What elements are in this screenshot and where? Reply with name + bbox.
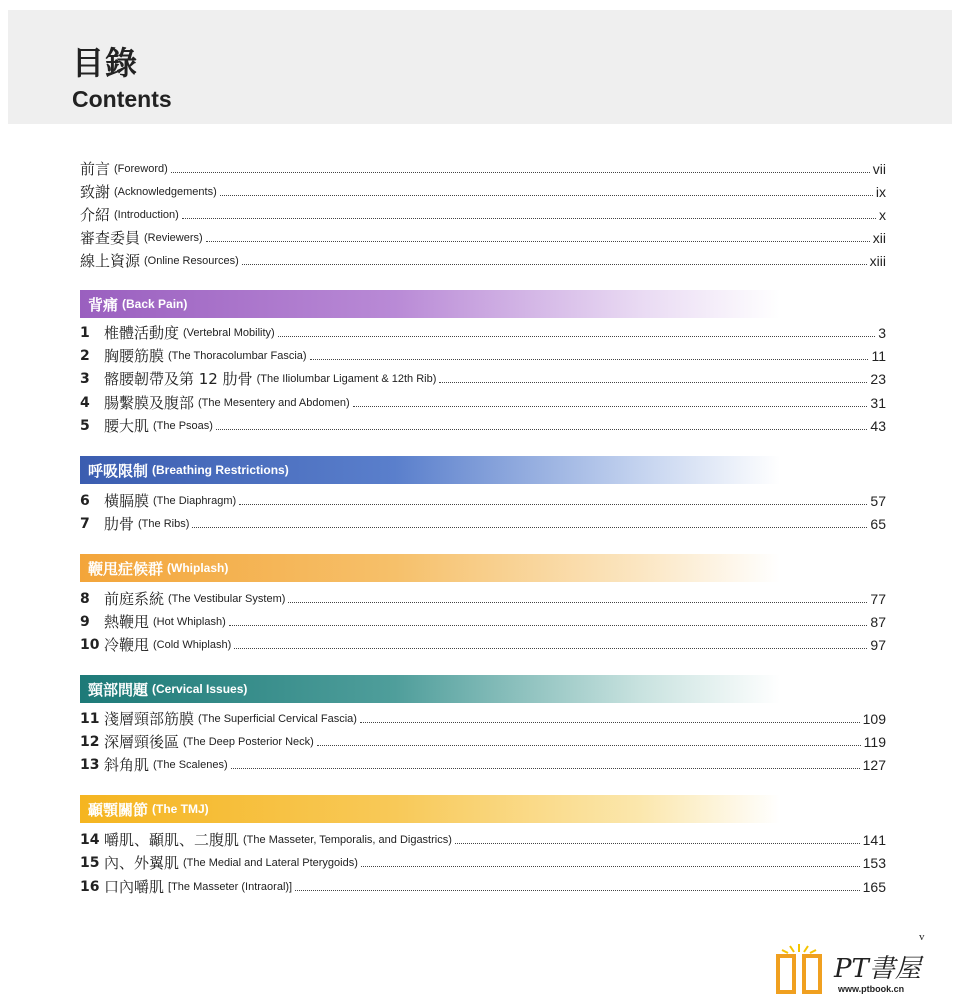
entry-title-en: (The Mesentery and Abdomen) xyxy=(198,397,350,409)
entry-page: 97 xyxy=(870,637,886,653)
dot-leader xyxy=(171,171,870,173)
toc-chapter-entry[interactable] xyxy=(80,392,886,412)
entry-title-zh: 深層頸後區 xyxy=(104,733,180,751)
entry-title-en: (The Vestibular System) xyxy=(168,593,286,605)
section-title-en: (Back Pain) xyxy=(122,297,188,311)
dot-leader xyxy=(288,601,867,603)
toc-chapter-entry[interactable] xyxy=(80,345,886,365)
entry-title-zh: 熱鞭甩 xyxy=(104,613,150,631)
entry-page: xii xyxy=(872,230,886,246)
entry-title-zh: 冷鞭甩 xyxy=(104,636,150,654)
toc-chapter-entry[interactable] xyxy=(80,513,886,533)
chapter-number: 4 xyxy=(80,395,90,411)
chapter-number: 13 xyxy=(80,757,100,773)
toc-chapter-entry[interactable] xyxy=(80,754,886,774)
entry-page: 141 xyxy=(862,832,886,848)
entry-title-zh: 前庭系統 xyxy=(104,590,165,608)
entry-title-en: (The Medial and Lateral Pterygoids) xyxy=(183,857,358,869)
entry-page: 77 xyxy=(870,591,886,607)
entry-title-en: (The Scalenes) xyxy=(153,759,228,771)
entry-page: ix xyxy=(875,184,886,200)
section-title-en: (The TMJ) xyxy=(152,802,209,816)
entry-title-en: (Acknowledgements) xyxy=(114,186,217,198)
entry-title-en: (The Iliolumbar Ligament & 12th Rib) xyxy=(256,373,437,385)
toc-front-entry[interactable] xyxy=(80,158,886,178)
section-title-en: (Whiplash) xyxy=(167,561,229,575)
chapter-number: 6 xyxy=(80,493,90,509)
page-number: v xyxy=(919,931,925,943)
entry-page: xiii xyxy=(869,253,886,269)
entry-title-en: [The Masseter (Intraoral)] xyxy=(168,881,293,893)
chapter-number: 11 xyxy=(80,711,100,727)
chapter-number: 5 xyxy=(80,418,90,434)
dot-leader xyxy=(353,405,868,407)
toc-chapter-entry[interactable] xyxy=(80,611,886,631)
chapter-number: 16 xyxy=(80,879,100,895)
dot-leader xyxy=(455,842,860,844)
dot-leader xyxy=(360,721,860,723)
dot-leader xyxy=(310,358,869,360)
toc-chapter-entry[interactable] xyxy=(80,829,886,849)
section-header-back-pain[interactable] xyxy=(80,290,780,318)
entry-title-en: (The Psoas) xyxy=(153,420,213,432)
toc-chapter-entry[interactable] xyxy=(80,852,886,872)
dot-leader xyxy=(239,503,867,505)
entry-title-zh: 前言 xyxy=(80,160,111,178)
page-title-zh: 目錄 xyxy=(72,44,139,82)
entry-title-zh: 肋骨 xyxy=(104,515,135,533)
entry-title-en: (Cold Whiplash) xyxy=(153,639,232,651)
chapter-number: 1 xyxy=(80,325,90,341)
section-title-zh: 呼吸限制 xyxy=(88,461,149,480)
section-title-zh: 顳顎關節 xyxy=(88,800,149,819)
entry-title-zh: 斜角肌 xyxy=(104,756,150,774)
section-title-zh: 鞭甩症候群 xyxy=(88,559,164,578)
toc-chapter-entry[interactable] xyxy=(80,708,886,728)
section-header-tmj[interactable] xyxy=(80,795,780,823)
dot-leader xyxy=(361,865,860,867)
entry-title-en: (The Diaphragm) xyxy=(153,495,237,507)
toc-chapter-entry[interactable] xyxy=(80,415,886,435)
entry-page: 23 xyxy=(870,371,886,387)
toc-chapter-entry[interactable] xyxy=(80,634,886,654)
entry-title-en: (The Masseter, Temporalis, and Digastrics) xyxy=(243,834,452,846)
entry-page: 119 xyxy=(863,734,886,750)
dot-leader xyxy=(439,381,867,383)
entry-title-zh: 胸腰筋膜 xyxy=(104,347,165,365)
dot-leader xyxy=(231,767,860,769)
entry-title-en: (The Thoracolumbar Fascia) xyxy=(168,350,307,362)
toc-chapter-entry[interactable] xyxy=(80,876,886,896)
entry-title-zh: 腰大肌 xyxy=(104,417,150,435)
entry-title-zh: 腸繫膜及腹部 xyxy=(104,394,195,412)
dot-leader xyxy=(206,240,870,242)
toc-chapter-entry[interactable] xyxy=(80,368,886,388)
toc-front-entry[interactable] xyxy=(80,227,886,247)
section-title-en: (Cervical Issues) xyxy=(152,682,248,696)
chapter-number: 10 xyxy=(80,637,100,653)
dot-leader xyxy=(220,194,873,196)
section-title-en: (Breathing Restrictions) xyxy=(152,463,289,477)
toc-chapter-entry[interactable] xyxy=(80,490,886,510)
toc-chapter-entry[interactable] xyxy=(80,731,886,751)
dot-leader xyxy=(242,263,867,265)
chapter-number: 12 xyxy=(80,734,100,750)
entry-page: 65 xyxy=(870,516,886,532)
entry-page: 43 xyxy=(870,418,886,434)
dot-leader xyxy=(216,428,867,430)
entry-page: 87 xyxy=(870,614,886,630)
section-header-whiplash[interactable] xyxy=(80,554,780,582)
toc-chapter-entry[interactable] xyxy=(80,322,886,342)
entry-title-en: (Introduction) xyxy=(114,209,179,221)
entry-page: 153 xyxy=(862,855,886,871)
watermark-url: www.ptbook.cn xyxy=(838,984,905,994)
entry-page: 11 xyxy=(871,348,886,364)
entry-title-en: (Hot Whiplash) xyxy=(153,616,226,628)
entry-title-zh: 線上資源 xyxy=(80,252,141,270)
toc-front-entry[interactable] xyxy=(80,204,886,224)
dot-leader xyxy=(317,744,861,746)
entry-title-zh: 嚼肌、顳肌、二腹肌 xyxy=(104,831,240,849)
entry-title-en: (Online Resources) xyxy=(144,255,239,267)
entry-page: 109 xyxy=(862,711,886,727)
entry-title-zh: 橫膈膜 xyxy=(104,492,150,510)
entry-title-zh: 口內嚼肌 xyxy=(104,878,165,896)
entry-page: 165 xyxy=(862,879,886,895)
entry-title-zh: 審查委員 xyxy=(80,229,141,247)
dot-leader xyxy=(278,335,875,337)
entry-page: 57 xyxy=(870,493,886,509)
chapter-number: 14 xyxy=(80,832,100,848)
chapter-number: 9 xyxy=(80,614,90,630)
watermark-name: PT書屋 xyxy=(834,954,921,984)
page-title-en: Contents xyxy=(72,86,172,112)
entry-title-zh: 髂腰韌帶及第 12 肋骨 xyxy=(104,370,253,388)
chapter-number: 3 xyxy=(80,371,90,387)
section-header-cervical[interactable] xyxy=(80,675,780,703)
toc-front-entry[interactable] xyxy=(80,250,886,270)
section-title-zh: 頸部問題 xyxy=(88,680,149,699)
section-title-zh: 背痛 xyxy=(88,295,119,314)
chapter-number: 7 xyxy=(80,516,90,532)
dot-leader xyxy=(229,624,868,626)
dot-leader xyxy=(295,889,860,891)
entry-title-en: (Foreword) xyxy=(114,163,168,175)
entry-title-zh: 介紹 xyxy=(80,206,111,224)
chapter-number: 2 xyxy=(80,348,90,364)
entry-page: 31 xyxy=(870,395,886,411)
entry-title-en: (Vertebral Mobility) xyxy=(183,327,275,339)
chapter-number: 8 xyxy=(80,591,90,607)
dot-leader xyxy=(192,526,867,528)
dot-leader xyxy=(234,647,867,649)
entry-title-en: (Reviewers) xyxy=(144,232,203,244)
entry-title-zh: 淺層頸部筋膜 xyxy=(104,710,195,728)
entry-page: x xyxy=(879,207,886,223)
chapter-number: 15 xyxy=(80,855,100,871)
toc-chapter-entry[interactable] xyxy=(80,588,886,608)
section-header-breathing[interactable] xyxy=(80,456,780,484)
entry-title-en: (The Superficial Cervical Fascia) xyxy=(198,713,357,725)
dot-leader xyxy=(182,217,876,219)
entry-title-zh: 致謝 xyxy=(80,183,111,201)
entry-title-zh: 椎體活動度 xyxy=(104,324,180,342)
entry-page: vii xyxy=(872,161,886,177)
entry-page: 3 xyxy=(878,325,886,341)
entry-title-en: (The Ribs) xyxy=(138,518,190,530)
entry-page: 127 xyxy=(862,757,886,773)
toc-front-entry[interactable] xyxy=(80,181,886,201)
entry-title-en: (The Deep Posterior Neck) xyxy=(183,736,314,748)
entry-title-zh: 內、外翼肌 xyxy=(104,854,180,872)
